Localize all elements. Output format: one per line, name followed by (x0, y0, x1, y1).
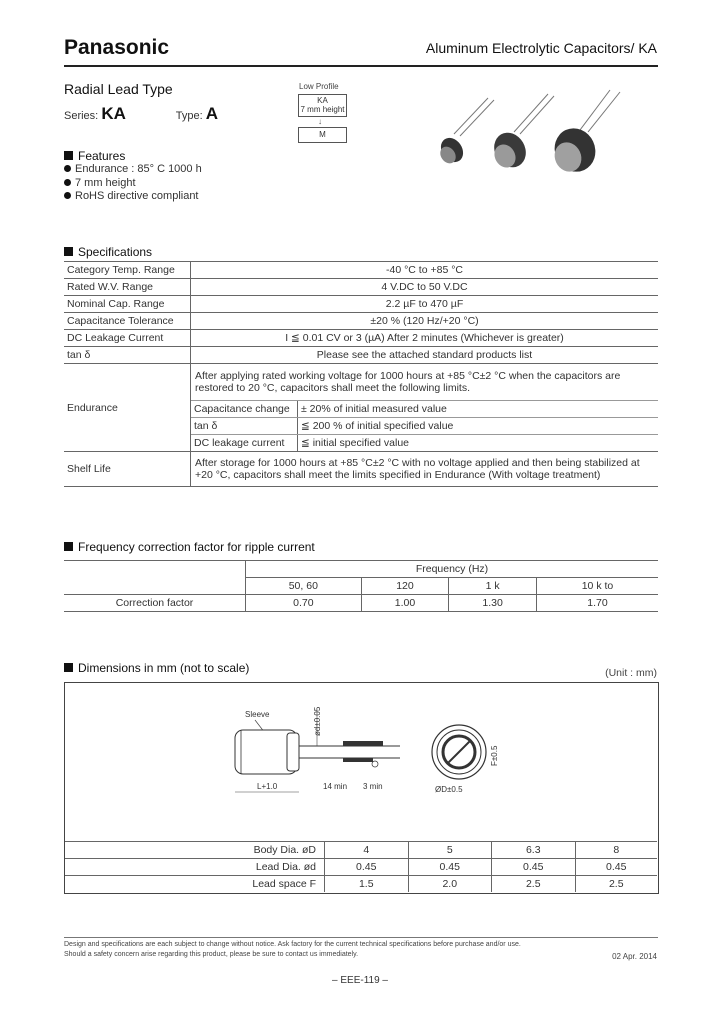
dim-value: 2.5 (492, 876, 576, 893)
footer-note: Design and specifications are each subject to change without notice. Ask factory for the current technical specifications before purchase and/or use. Should a safety concern arise regarding this product, please be sure to contact us immediately. (64, 941, 521, 958)
page-number: – EEE-119 – (332, 975, 388, 986)
table-row (64, 578, 658, 595)
table-row (64, 313, 658, 330)
endurance-sub-value: ± 20% of initial measured value (298, 401, 659, 418)
dim-value: 8 (575, 842, 657, 859)
body-length-label: L+1.0 (257, 782, 278, 791)
table-row (64, 595, 658, 612)
bullet-dot-icon (64, 179, 71, 186)
feature-item: 7 mm height (64, 177, 136, 189)
bullet-square-icon (64, 663, 73, 672)
capacitor-small-image (436, 98, 494, 166)
endurance-sub-label: tan δ (191, 418, 298, 435)
feature-item: Endurance : 85° C 1000 h (64, 163, 202, 175)
spec-value: 4 V.DC to 50 V.DC (191, 279, 659, 296)
sleeve-label: Sleeve (245, 710, 270, 719)
dim-value: 6.3 (492, 842, 576, 859)
correction-factor-value: 1.30 (449, 595, 537, 612)
bullet-square-icon (64, 542, 73, 551)
brand-logo: Panasonic (64, 36, 170, 59)
dimensions-table (65, 841, 657, 892)
endurance-sub-label: Capacitance change (191, 401, 298, 418)
table-row (65, 842, 657, 859)
specifications-heading: Specifications (64, 245, 152, 259)
dim-row-label: Body Dia. øD (65, 842, 325, 859)
dim-value: 1.5 (325, 876, 409, 893)
table-row (64, 279, 658, 296)
spec-value: ±20 % (120 Hz/+20 °C) (191, 313, 659, 330)
frequency-column-header: 1 k (449, 578, 537, 595)
spec-value: -40 °C to +85 °C (191, 262, 659, 279)
endurance-sub-value: ≦ initial specified value (298, 435, 659, 452)
bullet-square-icon (64, 151, 73, 160)
type-value: A (205, 104, 219, 123)
bullet-dot-icon (64, 192, 71, 199)
product-photo (430, 88, 660, 198)
series-label: Series: (64, 110, 99, 122)
frequency-table (64, 560, 658, 612)
dim-value: 0.45 (325, 859, 409, 876)
table-row (64, 262, 658, 279)
dim-value: 2.5 (575, 876, 657, 893)
body-dia-label: ØD±0.5 (435, 785, 463, 794)
low-profile-box-m: M (298, 127, 347, 143)
table-row (64, 330, 658, 347)
dim-value: 0.45 (408, 859, 492, 876)
header-rule (64, 65, 658, 67)
spec-label-endurance: Endurance (64, 364, 191, 452)
dim-value: 5 (408, 842, 492, 859)
dimension-drawing (225, 700, 515, 800)
spec-value: 2.2 µF to 470 µF (191, 296, 659, 313)
frequency-heading: Frequency correction factor for ripple current (64, 540, 315, 554)
low-profile-height: 7 mm height (300, 105, 345, 114)
table-row (64, 561, 658, 578)
frequency-column-header: 10 k to (536, 578, 658, 595)
correction-factor-value: 0.70 (246, 595, 362, 612)
footer-rule (64, 937, 658, 938)
feature-item: RoHS directive compliant (64, 190, 199, 202)
dim-row-label: Lead Dia. ød (65, 859, 325, 876)
dimensions-heading: Dimensions in mm (not to scale) (64, 661, 249, 675)
lead-dia-label: ød±0.05 (313, 706, 322, 736)
lead-length-label: 14 min (323, 782, 348, 791)
arrow-down-icon: ↓ (318, 117, 322, 126)
document-title: Aluminum Electrolytic Capacitors/ KA (425, 40, 657, 56)
series-value: KA (101, 104, 126, 123)
frequency-group-header: Frequency (Hz) (246, 561, 659, 578)
bullet-square-icon (64, 247, 73, 256)
table-row (64, 347, 658, 364)
table-row (64, 452, 658, 487)
correction-factor-value: 1.70 (536, 595, 658, 612)
specifications-table (64, 261, 658, 487)
product-subtitle: Radial Lead Type (64, 81, 173, 97)
unit-label: (Unit : mm) (605, 667, 657, 679)
dim-value: 4 (325, 842, 409, 859)
correction-factor-label: Correction factor (64, 595, 246, 612)
spec-label: tan δ (64, 347, 191, 364)
spec-label-shelf-life: Shelf Life (64, 452, 191, 487)
footer-date: 02 Apr. 2014 (612, 952, 657, 961)
shelf-life-value: After storage for 1000 hours at +85 °C±2 °C with no voltage applied and then being stabilized at +20 °C, capacitors shall meet the limits specified in Endurance (With voltage treatment) (191, 452, 659, 487)
endurance-intro: After applying rated working voltage for 1000 hours at +85 °C±2 °C when the capacitors are restored to 20 °C, capacitors shall meet the following limits. (191, 364, 659, 401)
spec-label: Rated W.V. Range (64, 279, 191, 296)
spec-label: Capacitance Tolerance (64, 313, 191, 330)
correction-factor-value: 1.00 (361, 595, 449, 612)
dim-row-label: Lead space F (65, 876, 325, 893)
capacitor-medium-image (488, 94, 554, 173)
series-type-row (64, 104, 218, 124)
spec-label: Nominal Cap. Range (64, 296, 191, 313)
spec-label: Category Temp. Range (64, 262, 191, 279)
table-row (64, 364, 658, 401)
low-profile-label: Low Profile (299, 82, 339, 91)
dim-value: 0.45 (575, 859, 657, 876)
bullet-dot-icon (64, 165, 71, 172)
lead-space-label: F±0.5 (490, 745, 499, 766)
spec-value: Please see the attached standard products list (191, 347, 659, 364)
dim-value: 0.45 (492, 859, 576, 876)
frequency-column-header: 50, 60 (246, 578, 362, 595)
low-profile-series: KA (317, 96, 328, 105)
spec-label: DC Leakage Current (64, 330, 191, 347)
table-row (65, 876, 657, 893)
dim-value: 2.0 (408, 876, 492, 893)
table-row (65, 859, 657, 876)
type-label: Type: (175, 110, 203, 122)
low-profile-box-ka (298, 94, 347, 117)
features-heading: Features (64, 149, 125, 163)
frequency-column-header: 120 (361, 578, 449, 595)
table-row (64, 296, 658, 313)
capacitor-large-image (548, 90, 620, 178)
endurance-sub-value: ≦ 200 % of initial specified value (298, 418, 659, 435)
endurance-sub-label: DC leakage current (191, 435, 298, 452)
min-3-label: 3 min (363, 782, 383, 791)
spec-value: I ≦ 0.01 CV or 3 (µA) After 2 minutes (Whichever is greater) (191, 330, 659, 347)
